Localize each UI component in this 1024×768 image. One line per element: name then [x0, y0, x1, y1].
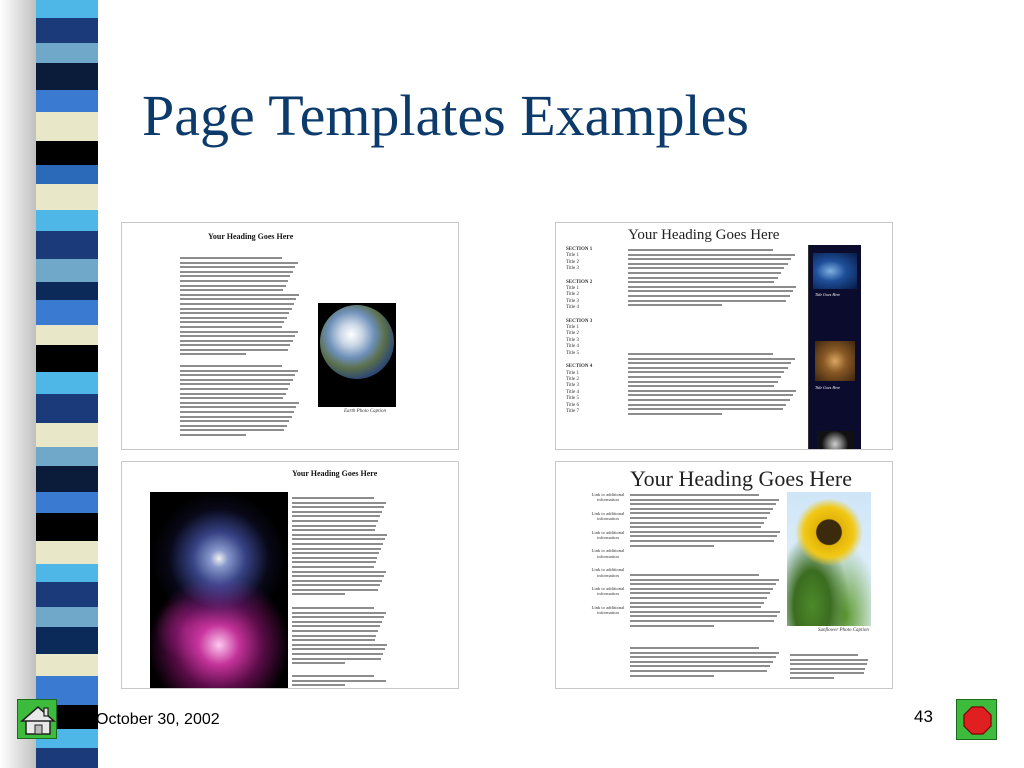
- text-line: [790, 672, 864, 674]
- text-line: [292, 612, 386, 614]
- sidebar-item: Title 3: [566, 383, 580, 389]
- text-line: [630, 535, 777, 537]
- text-line: [628, 267, 784, 269]
- text-line: [628, 362, 791, 364]
- text-line: [292, 511, 382, 513]
- text-line: [180, 262, 298, 264]
- text-line: [630, 588, 773, 590]
- text-line: [180, 303, 294, 305]
- template-example-4: [555, 461, 893, 689]
- stripe: [36, 112, 98, 141]
- text-line: [628, 300, 786, 302]
- text-line: [630, 647, 759, 649]
- template-example-3: [121, 461, 459, 689]
- text-line: [628, 290, 793, 292]
- leopard-photo: [815, 341, 855, 381]
- text-line: [180, 370, 298, 372]
- text-line: [630, 606, 761, 608]
- stripe: [36, 325, 98, 345]
- text-line: [628, 399, 790, 401]
- stripe: [36, 141, 98, 165]
- stripe: [36, 184, 98, 210]
- sidebar-item: Title 5: [566, 396, 580, 402]
- text-line: [180, 434, 246, 436]
- text-line: [292, 502, 386, 504]
- text-line: [180, 344, 290, 346]
- text-line: [630, 675, 714, 677]
- sidebar-item: Title 1: [566, 370, 580, 376]
- section-sidebar: [566, 247, 616, 415]
- stripe: [36, 372, 98, 394]
- body-text-placeholder: [630, 647, 782, 679]
- body-text-placeholder: [180, 365, 300, 439]
- stripe: [36, 0, 98, 18]
- text-line: [292, 543, 383, 545]
- text-line: [292, 520, 378, 522]
- text-line: [790, 654, 858, 656]
- text-line: [292, 658, 381, 660]
- photo-caption: Earth Photo Caption: [344, 409, 386, 414]
- stripe: [36, 90, 98, 112]
- text-line: [180, 280, 288, 282]
- text-line: [630, 665, 770, 667]
- text-line: [628, 249, 773, 251]
- text-line: [180, 379, 293, 381]
- sidebar-item: Title 1: [566, 286, 580, 292]
- additional-info-link: Link to additional information: [591, 529, 625, 541]
- photo-column: [808, 245, 861, 450]
- text-line: [630, 592, 770, 594]
- text-line: [180, 294, 299, 296]
- text-line: [180, 397, 283, 399]
- text-line: [292, 662, 345, 664]
- text-line: [292, 584, 380, 586]
- text-line: [292, 607, 374, 609]
- stripe: [36, 423, 98, 447]
- stripe: [36, 300, 98, 325]
- text-line: [790, 668, 865, 670]
- template-heading: Your Heading Goes Here: [208, 232, 294, 241]
- text-line: [630, 522, 764, 524]
- text-line: [630, 661, 773, 663]
- text-line: [292, 684, 345, 686]
- text-line: [292, 561, 376, 563]
- stripe: [36, 18, 98, 43]
- stripe: [36, 43, 98, 63]
- home-button[interactable]: [17, 699, 57, 739]
- stripe: [36, 627, 98, 654]
- body-text-placeholder: [628, 353, 798, 417]
- text-line: [180, 266, 295, 268]
- text-line: [628, 277, 778, 279]
- stripe: [36, 345, 98, 372]
- text-line: [292, 497, 374, 499]
- additional-info-link: Link to additional information: [591, 510, 625, 522]
- sunflower-photo: [787, 492, 871, 626]
- sidebar-item: Title 2: [566, 376, 580, 382]
- body-text-placeholder: [628, 249, 798, 309]
- text-line: [630, 526, 761, 528]
- photo-caption: Sunflower Photo Caption: [818, 628, 869, 633]
- text-line: [628, 367, 788, 369]
- sidebar-item: Title 3: [566, 298, 580, 304]
- text-line: [180, 335, 295, 337]
- text-line: [292, 680, 386, 682]
- text-line: [292, 653, 383, 655]
- sidebar-item: Title 2: [566, 292, 580, 298]
- text-line: [628, 371, 784, 373]
- stripe: [36, 564, 98, 582]
- sidebar-item: Title 1: [566, 325, 580, 331]
- sidebar-item: Title 4: [566, 344, 580, 350]
- dolphin-photo: [813, 253, 857, 289]
- sidebar-item: Title 3: [566, 266, 580, 272]
- text-line: [292, 648, 385, 650]
- text-line: [630, 583, 776, 585]
- text-line: [628, 413, 722, 415]
- photo-title: Title Goes Here: [815, 292, 841, 297]
- text-line: [180, 349, 288, 351]
- text-line: [292, 630, 378, 632]
- text-line: [628, 281, 774, 283]
- text-line: [630, 579, 779, 581]
- stop-octagon-icon: [957, 700, 998, 741]
- text-line: [790, 659, 868, 661]
- stripe: [36, 282, 98, 300]
- text-line: [628, 394, 793, 396]
- stripe: [36, 492, 98, 513]
- end-show-button[interactable]: [956, 699, 997, 740]
- sidebar-item: Title 4: [566, 389, 580, 395]
- text-line: [292, 538, 385, 540]
- text-line: [628, 286, 796, 288]
- additional-info-link: Link to additional information: [591, 586, 625, 597]
- stripe: [36, 210, 98, 231]
- text-line: [292, 644, 387, 646]
- template-example-2: [555, 222, 893, 450]
- text-line: [630, 531, 780, 533]
- text-line: [180, 425, 287, 427]
- text-line: [180, 275, 290, 277]
- text-line: [180, 331, 298, 333]
- text-line: [628, 385, 774, 387]
- text-line: [628, 376, 781, 378]
- body-text-placeholder: [292, 607, 388, 667]
- body-text-placeholder: [292, 497, 388, 598]
- text-line: [180, 298, 296, 300]
- text-line: [180, 420, 289, 422]
- strip-shadow: [0, 0, 40, 768]
- text-line: [180, 326, 282, 328]
- text-line: [292, 571, 386, 573]
- template-heading: Your Heading Goes Here: [292, 469, 378, 478]
- text-line: [630, 656, 776, 658]
- decorative-stripe-strip: [36, 0, 98, 768]
- text-line: [180, 429, 284, 431]
- text-line: [292, 548, 381, 550]
- footer-date: October 30, 2002: [96, 711, 220, 728]
- text-line: [292, 515, 380, 517]
- stripe: [36, 582, 98, 607]
- text-line: [630, 597, 767, 599]
- sidebar-item: Title 1: [566, 253, 580, 259]
- additional-info-link: Link to additional information: [591, 548, 625, 559]
- sidebar-item: Title 5: [566, 350, 580, 356]
- text-line: [628, 358, 795, 360]
- text-line: [180, 411, 294, 413]
- text-line: [630, 620, 774, 622]
- template-heading: Your Heading Goes Here: [628, 227, 780, 243]
- text-line: [630, 517, 767, 519]
- text-line: [180, 416, 292, 418]
- sidebar-item: Title 2: [566, 331, 580, 337]
- text-line: [292, 625, 380, 627]
- text-line: [180, 321, 284, 323]
- stripe: [36, 541, 98, 564]
- text-line: [630, 499, 779, 501]
- template-heading: Your Heading Goes Here: [630, 466, 852, 491]
- template-example-1: [121, 222, 459, 450]
- text-line: [630, 670, 767, 672]
- text-line: [292, 557, 377, 559]
- text-line: [180, 271, 293, 273]
- text-line: [180, 393, 286, 395]
- text-line: [628, 408, 783, 410]
- text-line: [630, 611, 780, 613]
- text-line: [292, 525, 376, 527]
- text-line: [180, 312, 289, 314]
- caption-text-placeholder: [790, 654, 870, 682]
- body-text-placeholder: [630, 494, 782, 549]
- text-line: [630, 545, 714, 547]
- text-line: [180, 285, 286, 287]
- sidebar-section-title: SECTION 1: [566, 247, 593, 252]
- text-line: [180, 257, 282, 259]
- sidebar-item: Title 4: [566, 305, 580, 311]
- text-line: [180, 289, 283, 291]
- stripe: [36, 447, 98, 466]
- text-line: [628, 295, 790, 297]
- text-line: [630, 508, 773, 510]
- text-line: [180, 383, 290, 385]
- text-line: [628, 254, 795, 256]
- text-line: [630, 602, 764, 604]
- text-line: [292, 589, 378, 591]
- moon-photo: [817, 431, 853, 450]
- text-line: [180, 308, 292, 310]
- home-icon: [18, 700, 58, 740]
- text-line: [628, 390, 796, 392]
- text-line: [630, 574, 759, 576]
- body-text-placeholder: [180, 257, 300, 358]
- stripe: [36, 259, 98, 282]
- text-line: [628, 258, 791, 260]
- sidebar-item: Title 7: [566, 408, 580, 414]
- text-line: [292, 575, 384, 577]
- text-line: [292, 639, 375, 641]
- stripe: [36, 513, 98, 541]
- slide-title: Page Templates Examples: [142, 83, 749, 148]
- text-line: [630, 494, 759, 496]
- body-text-placeholder: [630, 574, 782, 629]
- sidebar-item: Title 2: [566, 259, 580, 265]
- additional-info-link: Link to additional information: [591, 492, 625, 503]
- fireworks-photo: [150, 492, 288, 688]
- earth-photo: [320, 305, 394, 379]
- text-line: [628, 263, 788, 265]
- stripe: [36, 466, 98, 492]
- stripe: [36, 63, 98, 90]
- text-line: [630, 512, 770, 514]
- text-line: [630, 503, 776, 505]
- page-number: 43: [914, 707, 933, 726]
- sidebar-section-title: SECTION 2: [566, 279, 593, 285]
- text-line: [180, 406, 296, 408]
- text-line: [628, 404, 786, 406]
- text-line: [292, 580, 382, 582]
- text-line: [292, 593, 345, 595]
- text-line: [292, 635, 376, 637]
- text-line: [180, 340, 293, 342]
- stripe: [36, 231, 98, 259]
- text-line: [180, 374, 295, 376]
- text-line: [292, 675, 374, 677]
- text-line: [292, 621, 382, 623]
- text-line: [180, 365, 282, 367]
- text-line: [628, 353, 773, 355]
- body-text-placeholder: [292, 675, 388, 689]
- text-line: [292, 616, 384, 618]
- text-line: [292, 506, 384, 508]
- text-line: [630, 540, 774, 542]
- text-line: [630, 652, 779, 654]
- text-line: [292, 534, 387, 536]
- sidebar-section-title: SECTION 4: [566, 364, 593, 370]
- additional-info-link: Link to additional information: [591, 567, 625, 578]
- text-line: [292, 552, 379, 554]
- sidebar-section-title: SECTION 3: [566, 318, 593, 324]
- sidebar-item: Title 6: [566, 402, 580, 408]
- additional-info-link: Link to additional information: [591, 604, 625, 616]
- sidebar-item: Title 3: [566, 337, 580, 343]
- text-line: [790, 663, 867, 665]
- text-line: [628, 272, 781, 274]
- photo-title: Title Goes Here: [815, 385, 841, 390]
- text-line: [630, 615, 777, 617]
- text-line: [180, 353, 246, 355]
- stripe: [36, 394, 98, 423]
- text-line: [630, 625, 714, 627]
- text-line: [180, 402, 299, 404]
- stripe: [36, 607, 98, 627]
- text-line: [292, 529, 375, 531]
- text-line: [180, 317, 287, 319]
- stripe: [36, 654, 98, 676]
- text-line: [180, 388, 288, 390]
- text-line: [628, 381, 778, 383]
- text-line: [628, 304, 722, 306]
- link-sidebar: [588, 492, 628, 624]
- text-line: [790, 677, 834, 679]
- stripe: [36, 165, 98, 184]
- stripe: [36, 748, 98, 768]
- text-line: [292, 566, 374, 568]
